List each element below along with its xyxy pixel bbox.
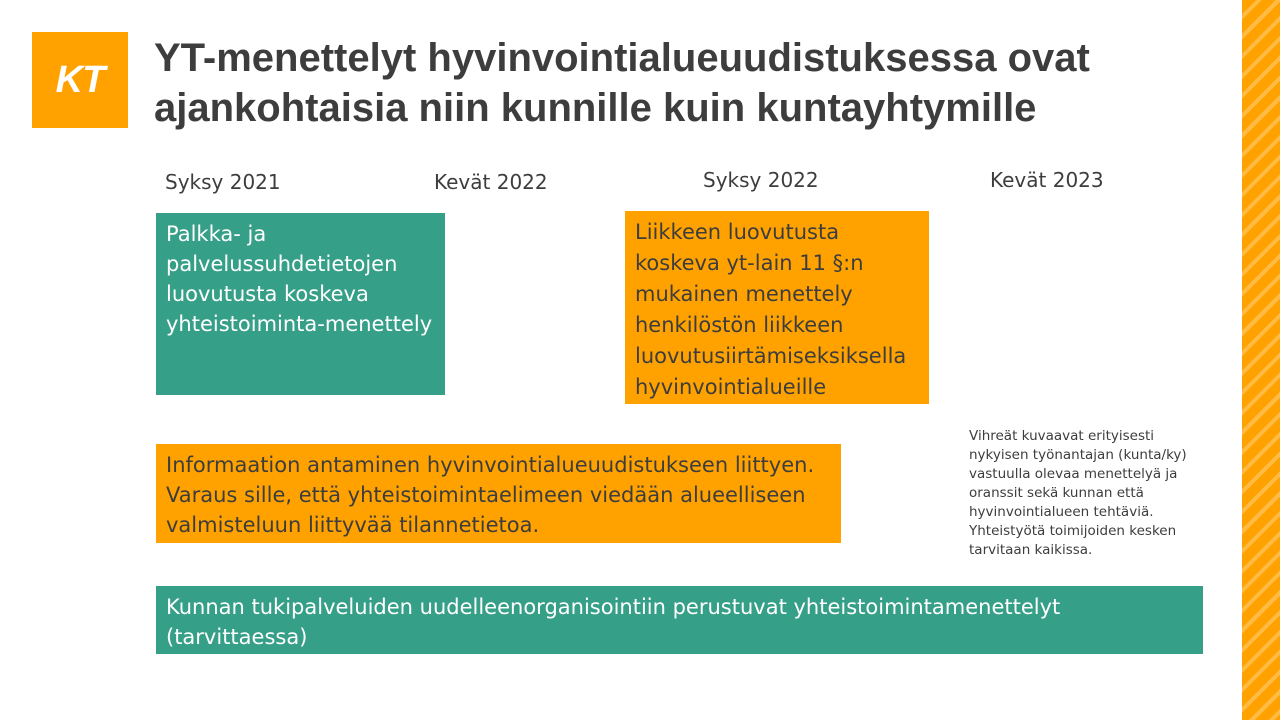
- palkka-text: Palkka- ja palvelussuhdetietojen luovutusta koskeva yhteistoiminta-menettely: [166, 222, 433, 336]
- tukipalvelut-box: [156, 586, 1203, 654]
- page-title: YT-menettelyt hyvinvointialueuudistuksessa ovat ajankohtaisia niin kunnille kuin kuntayhtymille: [154, 36, 1090, 130]
- logo-text: KT: [55, 58, 105, 101]
- timeline-label-kevat-2023: Kevät 2023: [990, 168, 1104, 192]
- legend-note: Vihreät kuvaavat erityisesti nykyisen työnantajan (kunta/ky) vastuulla olevaa menettelyä ja oranssit sekä kunnan että hyvinvointialueen tehtäviä. Yhteistyötä toimijoiden kesken tarvitaan kaikissa.: [969, 428, 1187, 558]
- liikkeen-luovutus-box: [625, 211, 929, 404]
- informaatio-box: [156, 444, 841, 543]
- tukipalvelut-text: Kunnan tukipalveluiden uudelleenorganisointiin perustuvat yhteistoimintamenettelyt (tarvittaessa): [166, 595, 1061, 649]
- kt-logo: [32, 32, 128, 128]
- timeline-label-kevat-2022: Kevät 2022: [434, 170, 548, 194]
- liikkeen-text: Liikkeen luovutusta koskeva yt-lain 11 §:n mukainen menettely henkilöstön liikkeen luovutusiirtämiseksiksella hyvinvointialueille: [635, 220, 907, 399]
- timeline-label-syksy-2021: Syksy 2021: [165, 170, 281, 194]
- decorative-stripe: [1242, 0, 1280, 720]
- timeline-label-syksy-2022: Syksy 2022: [703, 168, 819, 192]
- palkka-box: [156, 213, 445, 395]
- informaatio-text: Informaation antaminen hyvinvointialueuudistukseen liittyen. Varaus sille, että yhteistoimintaelimeen viedään alueelliseen valmisteluun liittyvää tilannetietoa.: [166, 453, 815, 537]
